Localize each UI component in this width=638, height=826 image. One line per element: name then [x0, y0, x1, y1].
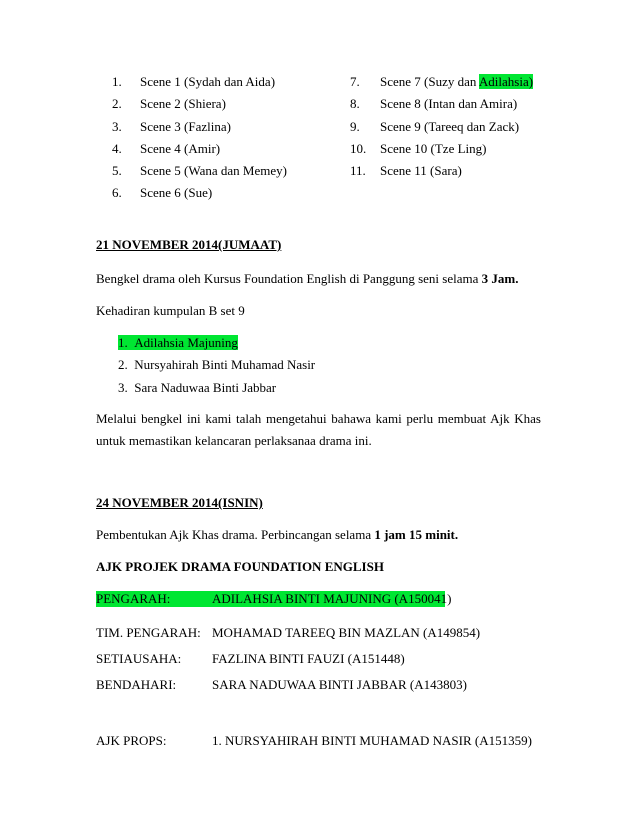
- committee-role: TIM. PENGARAH:: [96, 625, 201, 640]
- scene-label: Scene 9 (Tareeq dan Zack): [380, 119, 520, 134]
- scene-num: 7.: [350, 74, 360, 89]
- item-name: Adilahsia Majuning: [134, 335, 238, 350]
- duration-text: 3 Jam.: [481, 271, 519, 286]
- paragraph-conclusion-line2: untuk memastikan kelancaran perlaksanaa drama ini.: [96, 433, 372, 448]
- scene-num: 3.: [112, 119, 122, 134]
- paragraph-attendance: Kehadiran kumpulan B set 9: [96, 303, 245, 318]
- item-name: Sara Naduwaa Binti Jabbar: [134, 380, 277, 395]
- scene-num: 1.: [112, 74, 122, 89]
- scene-label: Scene 5 (Wana dan Memey): [140, 163, 287, 178]
- committee-name: 1. NURSYAHIRAH BINTI MUHAMAD NASIR (A151359): [212, 733, 532, 748]
- committee-role: BENDAHARI:: [96, 677, 177, 692]
- scene-num: 10.: [350, 141, 367, 156]
- duration-text: 1 jam 15 minit.: [374, 527, 459, 542]
- scene-label: Scene 11 (Sara): [380, 163, 462, 178]
- paragraph-formation: [96, 527, 458, 543]
- item-num: 2.: [118, 357, 128, 372]
- list-item: [118, 357, 315, 373]
- scene-label: Scene 1 (Sydah dan Aida): [140, 74, 276, 89]
- scene-num: 8.: [350, 96, 360, 111]
- scene-label: Scene 4 (Amir): [140, 141, 221, 156]
- scene-num: 11.: [350, 163, 366, 178]
- paragraph-conclusion-line1: Melalui bengkel ini kami talah mengetahui bahawa kami perlu membuat Ajk Khas: [96, 411, 541, 426]
- scene-num: 6.: [112, 185, 122, 200]
- committee-title: AJK PROJEK DRAMA FOUNDATION ENGLISH: [96, 559, 384, 574]
- committee-role: AJK PROPS:: [96, 733, 167, 748]
- highlighted-item: [118, 335, 238, 350]
- paragraph-workshop: [96, 271, 518, 287]
- item-num: 3.: [118, 380, 128, 395]
- item-num: 1.: [118, 335, 128, 350]
- paragraph-text: Pembentukan Ajk Khas drama. Perbincangan selama: [96, 527, 375, 542]
- committee-name: MOHAMAD TAREEQ BIN MAZLAN (A149854): [212, 625, 481, 640]
- committee-role: PENGARAH:: [96, 591, 171, 606]
- scene-num: 9.: [350, 119, 360, 134]
- committee-name: SARA NADUWAA BINTI JABBAR (A143803): [212, 677, 467, 692]
- scene-label: Scene 3 (Fazlina): [140, 119, 231, 134]
- committee-name: FAZLINA BINTI FAUZI (A151448): [212, 651, 405, 666]
- scene-label: Scene 6 (Sue): [140, 185, 213, 200]
- item-name: Nursyahirah Binti Muhamad Nasir: [134, 357, 316, 372]
- scene-num: 5.: [112, 163, 122, 178]
- list-item: [118, 380, 276, 396]
- scene-label: Scene 8 (Intan dan Amira): [380, 96, 518, 111]
- section-heading: 21 NOVEMBER 2014(JUMAAT): [96, 237, 282, 252]
- committee-name: ADILAHSIA BINTI MAJUNING (A150041): [212, 591, 452, 606]
- committee-role: SETIAUSAHA:: [96, 651, 182, 666]
- highlighted-name: Adilahsia): [478, 74, 534, 89]
- scene-label: [380, 74, 533, 90]
- section-heading: 24 NOVEMBER 2014(ISNIN): [96, 495, 263, 510]
- scene-label-text: Scene 7 (Suzy dan: [380, 74, 479, 89]
- scene-num: 2.: [112, 96, 122, 111]
- list-item: [118, 335, 238, 351]
- scene-label: Scene 10 (Tze Ling): [380, 141, 487, 156]
- scene-num: 4.: [112, 141, 122, 156]
- scene-label: Scene 2 (Shiera): [140, 96, 226, 111]
- paragraph-text: Bengkel drama oleh Kursus Foundation English di Panggung seni selama: [96, 271, 482, 286]
